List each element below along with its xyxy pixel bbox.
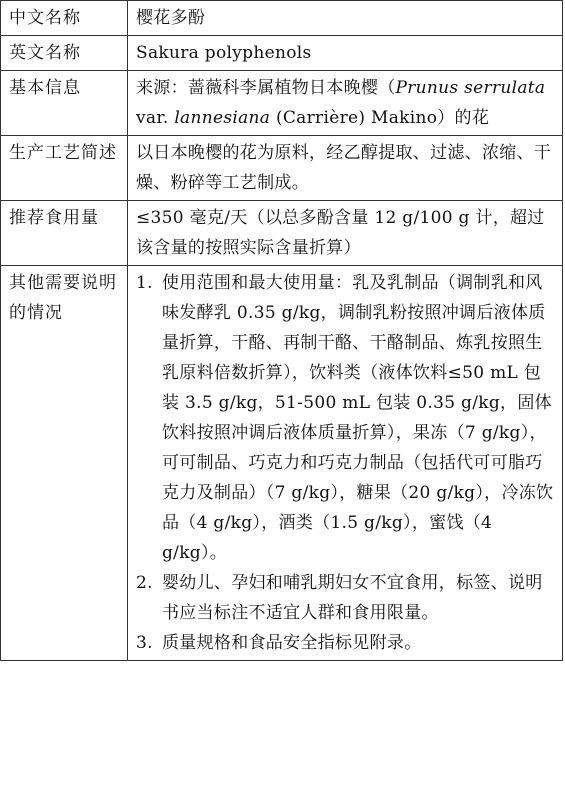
table-row: [1, 201, 563, 266]
note-number: 1.: [136, 273, 153, 293]
note-number: 3.: [136, 633, 153, 653]
variety-name-italic: lannesiana: [174, 108, 271, 128]
table-row: [1, 1, 563, 36]
row-label-english-name: 英文名称: [1, 36, 128, 71]
list-item: [136, 268, 556, 568]
list-item: [136, 568, 556, 628]
row-value-english-name: Sakura polyphenols: [128, 36, 563, 71]
row-value-chinese-name: 樱花多酚: [128, 1, 563, 36]
source-text-suffix: (Carrière) Makino）的花: [270, 108, 490, 128]
row-value-basic-info: [128, 71, 563, 136]
row-value-other-notes: [128, 266, 563, 661]
notes-list: [136, 268, 556, 658]
row-label-process: 生产工艺简述: [1, 136, 128, 201]
note-text: 婴幼儿、孕妇和哺乳期妇女不宜食用，标签、说明书应当标注不适宜人群和食用限量。: [162, 573, 543, 623]
source-text-prefix: 来源：蔷薇科李属植物日本晚樱（: [136, 78, 396, 98]
note-number: 2.: [136, 573, 153, 593]
row-label-chinese-name: 中文名称: [1, 1, 128, 36]
table-row: [1, 266, 563, 661]
row-label-other-notes: 其他需要说明的情况: [1, 266, 128, 661]
table-row: [1, 36, 563, 71]
row-label-recommended-intake: 推荐食用量: [1, 201, 128, 266]
note-text: 质量规格和食品安全指标见附录。: [162, 633, 422, 653]
list-item: [136, 628, 556, 658]
source-text-var: var.: [136, 108, 175, 128]
row-value-recommended-intake: ≤350 毫克/天（以总多酚含量 12 g/100 g 计，超过该含量的按照实际含量折算）: [128, 201, 563, 266]
note-text: 使用范围和最大使用量：乳及乳制品（调制乳和风味发酵乳 0.35 g/kg，调制乳粉按照冲调后液体质量折算，干酪、再制干酪、干酪制品、炼乳按照生乳原料倍数折算），饮料类（液体饮料≤50 mL 包装 3.5 g/kg，51-500 mL 包装 0.35 g/kg，固体饮料按照冲调后液体质量折算），果冻（7 g/kg），可可制品、巧克力和巧克力制品（包括代可可脂巧克力及制品）（7 g/kg），糖果（20 g/kg），冷冻饮品（4 g/kg），酒类（1.5 g/kg），蜜饯（4 g/kg）。: [162, 273, 554, 563]
species-name-italic: Prunus serrulata: [395, 78, 546, 98]
table-row: [1, 71, 563, 136]
table-row: [1, 136, 563, 201]
row-label-basic-info: 基本信息: [1, 71, 128, 136]
row-value-process: 以日本晚樱的花为原料，经乙醇提取、过滤、浓缩、干燥、粉碎等工艺制成。: [128, 136, 563, 201]
